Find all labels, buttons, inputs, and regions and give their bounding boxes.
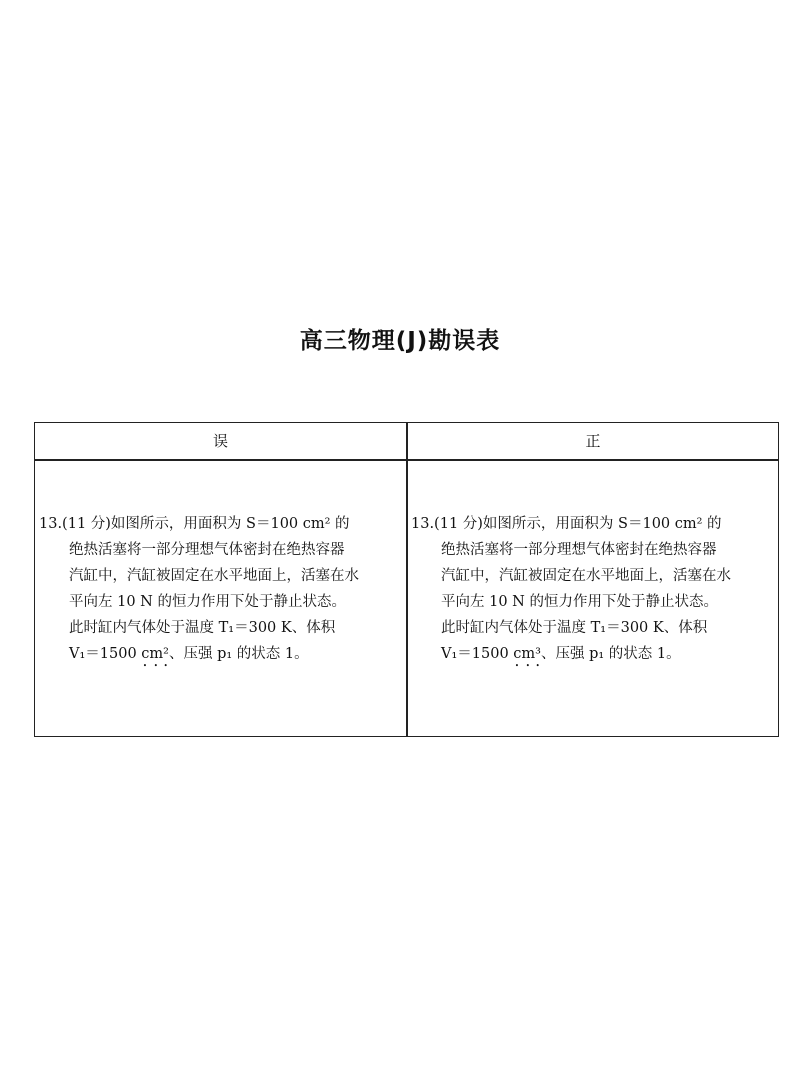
correct-line-6 [411, 641, 773, 670]
wrong-line-6 [39, 641, 401, 670]
correct-line-3: 汽缸中，汽缸被固定在水平地面上，活塞在水 [441, 568, 731, 584]
wrong-line-4: 平向左 10 N 的恒力作用下处于静止状态。 [69, 594, 346, 610]
wrong-line-6-pre: V₁＝1500 [69, 646, 142, 662]
errata-table [34, 422, 779, 737]
correct-line-4: 平向左 10 N 的恒力作用下处于静止状态。 [441, 594, 718, 610]
correct-emphasized-unit: cm³ [513, 646, 541, 662]
wrong-cell [39, 511, 401, 670]
correct-line-5: 此时缸内气体处于温度 T₁＝300 K、体积 [441, 620, 708, 636]
wrong-emphasized-unit: cm² [141, 646, 169, 662]
wrong-line-6-post: 、压强 p₁ 的状态 1。 [168, 646, 309, 662]
correct-cell [411, 511, 773, 670]
wrong-line-2: 绝热活塞将一部分理想气体密封在绝热容器 [69, 542, 345, 558]
correct-line-1: 13.(11 分)如图所示，用面积为 S＝100 cm² 的 [411, 516, 722, 532]
page-title: 高三物理(J)勘误表 [299, 328, 501, 354]
header-divider [35, 459, 778, 461]
header-correct: 正 [585, 432, 601, 450]
header-wrong: 误 [212, 432, 228, 450]
wrong-line-5: 此时缸内气体处于温度 T₁＝300 K、体积 [69, 620, 336, 636]
correct-line-6-pre: V₁＝1500 [441, 646, 514, 662]
wrong-line-1: 13.(11 分)如图所示，用面积为 S＝100 cm² 的 [39, 516, 350, 532]
correct-line-2: 绝热活塞将一部分理想气体密封在绝热容器 [441, 542, 717, 558]
wrong-line-3: 汽缸中，汽缸被固定在水平地面上，活塞在水 [69, 568, 359, 584]
column-divider [406, 423, 408, 736]
correct-line-6-post: 、压强 p₁ 的状态 1。 [540, 646, 681, 662]
